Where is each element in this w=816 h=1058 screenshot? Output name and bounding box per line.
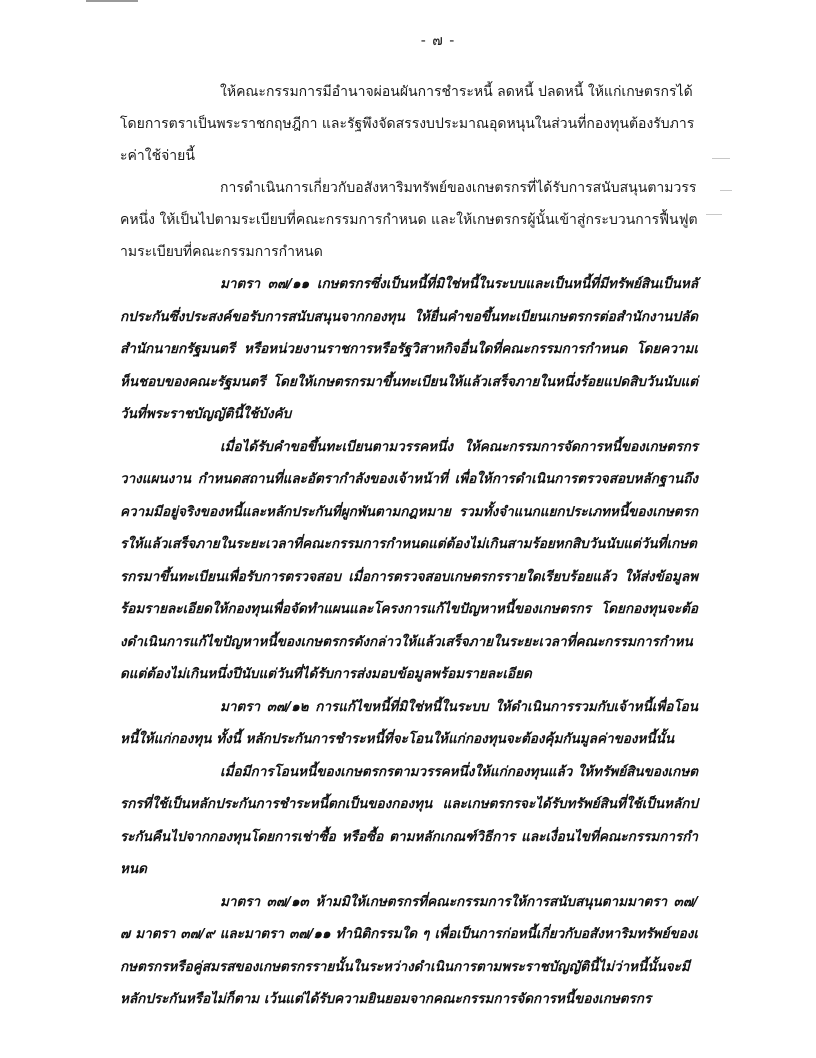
document-body xyxy=(120,76,698,1016)
section-37-12-paragraph-1: มาตรา ๓๗/๑๒ การแก้ไขหนี้ที่มิใช่หนี้ในระบบ ให้ดำเนินการรวมกับเจ้าหนี้เพื่อโอนหนี้ให้แก่กองทุน ทั้งนี้ หลักประกันการชำระหนี้ที่จะโอนให้แก่กองทุนจะต้องคุ้มกันมูลค่าของหนี้นั้น xyxy=(120,698,698,747)
scan-noise xyxy=(706,214,722,215)
page-number: - ๗ - xyxy=(420,33,456,49)
section-37-11-paragraph-2: เมื่อได้รับคำขอขึ้นทะเบียนตามวรรคหนึ่ง ให้คณะกรรมการจัดการหนี้ของเกษตรกรวางแผนงาน กำหนดสถานที่และอัตรากำลังของเจ้าหน้าที่ เพื่อให้การดำเนินการตรวจสอบหลักฐานถึงความมีอยู่จริงของหนี้และหลักประกันที่ผูกพันตามกฎหมาย รวมทั้งจำแนกแยกประเภทหนี้ของเกษตรกรให้แล้วเสร็จภายในระยะเวลาที่คณะกรรมการกำหนดแต่ต้องไม่เกินสามร้อยหกสิบวันนับแต่วันที่เกษตรกรมาขึ้นทะเบียนเพื่อรับการตรวจสอบ เมื่อการตรวจสอบเกษตรกรรายใดเรียบร้อยแล้ว ให้ส่งข้อมูลพร้อมรายละเอียดให้กองทุนเพื่อจัดทำแผนและโครงการแก้ไขปัญหาหนี้ของเกษตรกร โดยกองทุนจะต้องดำเนินการแก้ไขปัญหาหนี้ของเกษตรกรดังกล่าวให้แล้วเสร็จภายในระยะเวลาที่คณะกรรมการกำหนดแต่ต้องไม่เกินหนึ่งปีนับแต่วันที่ได้รับการส่งมอบข้อมูลพร้อมรายละเอียด xyxy=(120,438,698,682)
scan-noise xyxy=(720,190,732,191)
section-37-12-paragraph-2: เมื่อมีการโอนหนี้ของเกษตรกรตามวรรคหนึ่งให้แก่กองทุนแล้ว ให้ทรัพย์สินของเกษตรกรที่ใช้เป็นหลักประกันการชำระหนี้ตกเป็นของกองทุน และเกษตรกรจะได้รับทรัพย์สินที่ใช้เป็นหลักประกันคืนไปจากกองทุนโดยการเช่าซื้อ หรือซื้อ ตามหลักเกณฑ์วิธีการ และเงื่อนไขที่คณะกรรมการกำหนด xyxy=(120,763,698,877)
scan-edge-mark xyxy=(86,0,138,2)
paragraph-debt-relief: ให้คณะกรรมการมีอำนาจผ่อนผันการชำระหนี้ ลดหนี้ ปลดหนี้ ให้แก่เกษตรกรได้ โดยการตราเป็นพระราชกฤษฎีกา และรัฐพึงจัดสรรงบประมาณอุดหนุนในส่วนที่กองทุนต้องรับภาระค่าใช้จ่ายนี้ xyxy=(120,84,695,164)
section-37-11-paragraph-1: มาตรา ๓๗/๑๑ เกษตรกรซึ่งเป็นหนี้ที่มิใช่หนี้ในระบบและเป็นหนี้ที่มีทรัพย์สินเป็นหลักประกันซึ่งประสงค์ขอรับการสนับสนุนจากกองทุน ให้ยื่นคำขอขึ้นทะเบียนเกษตรกรต่อสำนักงานปลัดสำนักนายกรัฐมนตรี หรือหน่วยงานราชการหรือรัฐวิสาหกิจอื่นใดที่คณะกรรมการกำหนด โดยความเห็นชอบของคณะรัฐมนตรี โดยให้เกษตรกรมาขึ้นทะเบียนให้แล้วเสร็จภายในหนึ่งร้อยแปดสิบวันนับแต่วันที่พระราชบัญญัตินี้ใช้บังคับ xyxy=(120,276,698,422)
section-37-13-paragraph: มาตรา ๓๗/๑๓ ห้ามมิให้เกษตรกรที่คณะกรรมการให้การสนับสนุนตามมาตรา ๓๗/๗ มาตรา ๓๗/๙ และมาตรา ๓๗/๑๑ ทำนิติกรรมใด ๆ เพื่อเป็นการก่อหนี้เกี่ยวกับอสังหาริมทรัพย์ของเกษตรกรหรือคู่สมรสของเกษตรกรรายนั้นในระหว่างดำเนินการตามพระราชบัญญัตินี้ไม่ว่าหนี้นั้นจะมีหลักประกันหรือไม่ก็ตาม เว้นแต่ได้รับความยินยอมจากคณะกรรมการจัดการหนี้ของเกษตรกร xyxy=(120,893,698,1007)
paragraph-property-procedure: การดำเนินการเกี่ยวกับอสังหาริมทรัพย์ของเกษตรกรที่ได้รับการสนับสนุนตามวรรคหนึ่ง ให้เป็นไปตามระเบียบที่คณะกรรมการกำหนด และให้เกษตรกรผู้นั้นเข้าสู่กระบวนการฟื้นฟูตามระเบียบที่คณะกรรมการกำหนด xyxy=(120,180,698,260)
scan-noise xyxy=(712,158,730,159)
